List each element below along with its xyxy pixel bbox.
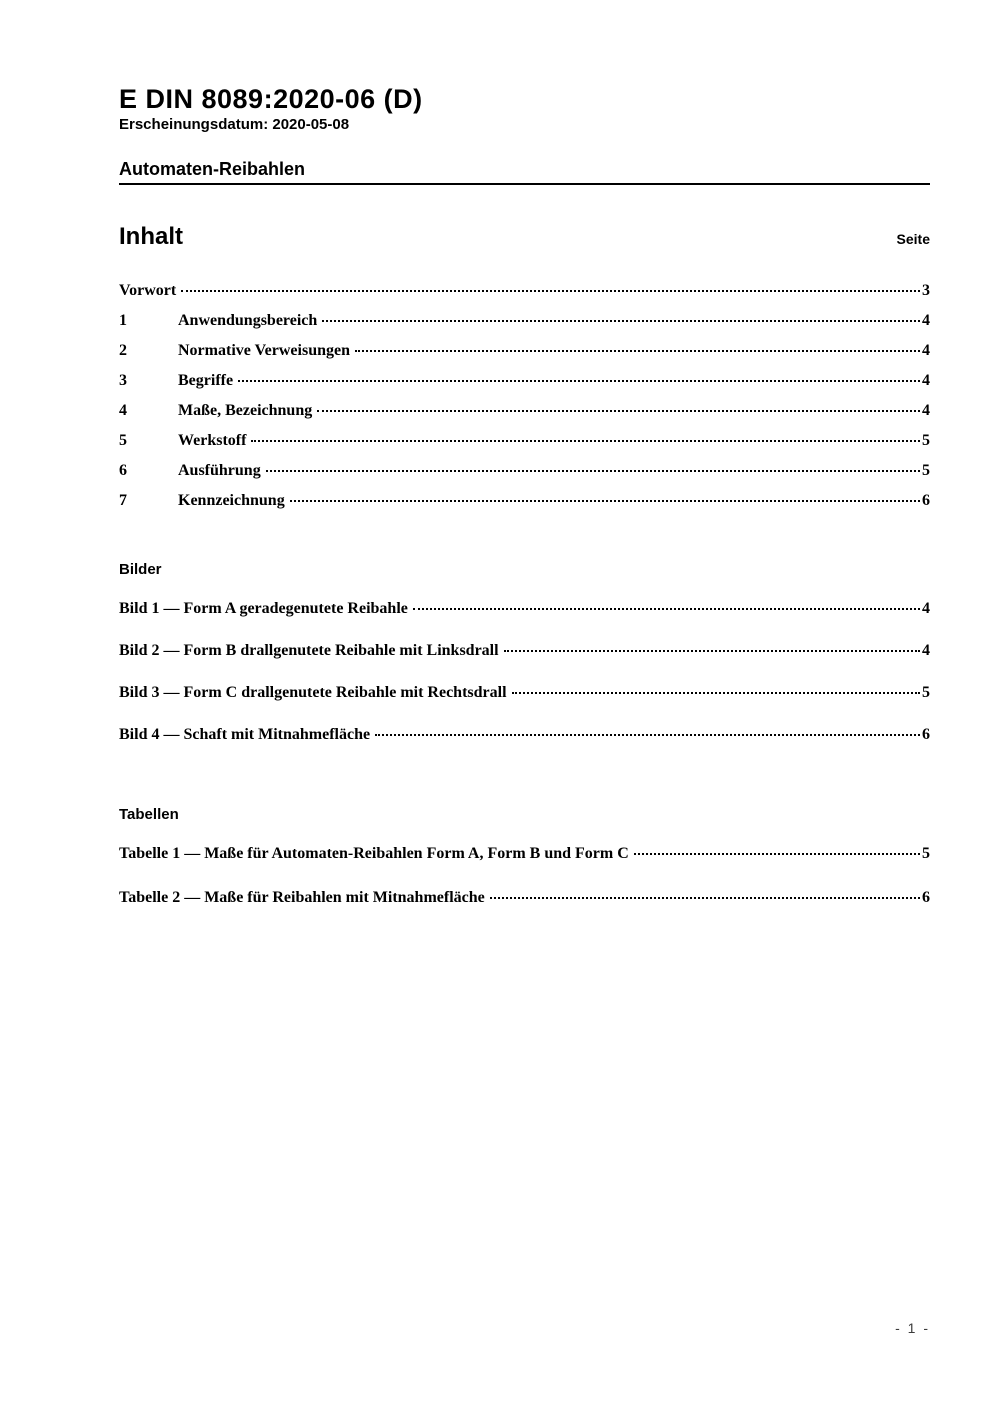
- toc-entry-page: 4: [922, 312, 930, 329]
- dot-leader: [290, 500, 920, 502]
- figure-row: [119, 641, 930, 661]
- toc-entry-number: 4: [119, 402, 127, 419]
- tables-section-heading: Tabellen: [119, 806, 179, 823]
- toc-entry-label: Werkstoff: [178, 432, 247, 449]
- toc-entry-number: 1: [119, 312, 127, 329]
- toc-row-vorwort: [119, 281, 930, 300]
- figure-entry-page: 5: [922, 684, 930, 701]
- toc-entry-page: 6: [922, 492, 930, 509]
- dot-leader: [322, 320, 920, 322]
- tables-list: [119, 844, 930, 908]
- toc-entry-number: 7: [119, 492, 127, 509]
- document-id-heading: E DIN 8089:2020-06 (D): [119, 84, 423, 114]
- figure-entry-page: 4: [922, 600, 930, 617]
- toc-entry-page: 3: [922, 282, 930, 299]
- page-column-label: Seite: [896, 231, 930, 247]
- toc-heading: Inhalt: [119, 223, 183, 250]
- toc-entry-label: Vorwort: [119, 282, 177, 299]
- toc-entry-page: 4: [922, 402, 930, 419]
- toc-row: [119, 491, 930, 510]
- dot-leader: [413, 608, 920, 610]
- table-row: [119, 888, 930, 908]
- toc-row: [119, 431, 930, 450]
- toc-entry-page: 5: [922, 462, 930, 479]
- toc-entry-label: Begriffe: [178, 372, 234, 389]
- release-date-line: Erscheinungsdatum: 2020-05-08: [119, 116, 350, 133]
- toc-entry-page: 4: [922, 342, 930, 359]
- dot-leader: [181, 290, 920, 292]
- dot-leader: [634, 853, 920, 855]
- toc-entry-label: Normative Verweisungen: [178, 342, 350, 359]
- title-divider: [119, 183, 930, 185]
- table-entry-label: Tabelle 2 — Maße für Reibahlen mit Mitnahmefläche: [119, 889, 485, 906]
- table-entry-page: 5: [922, 845, 930, 862]
- toc-entry-number: 6: [119, 462, 127, 479]
- page-number: - 1 -: [895, 1320, 930, 1336]
- toc-row: [119, 371, 930, 390]
- dot-leader: [317, 410, 920, 412]
- toc-entry-label: Kennzeichnung: [178, 492, 285, 509]
- figures-section-heading: Bilder: [119, 561, 162, 578]
- toc-list: [119, 281, 930, 510]
- dot-leader: [355, 350, 920, 352]
- figure-entry-label: Bild 4 — Schaft mit Mitnahmefläche: [119, 726, 371, 743]
- dot-leader: [504, 650, 920, 652]
- toc-entry-page: 5: [922, 432, 930, 449]
- dot-leader: [238, 380, 920, 382]
- figure-entry-label: Bild 3 — Form C drallgenutete Reibahle mit Rechtsdrall: [119, 684, 507, 701]
- figure-entry-label: Bild 2 — Form B drallgenutete Reibahle mit Linksdrall: [119, 642, 499, 659]
- toc-entry-label: Anwendungsbereich: [178, 312, 318, 329]
- figure-row: [119, 599, 930, 619]
- dot-leader: [375, 734, 920, 736]
- table-row: [119, 844, 930, 864]
- document-title: Automaten-Reibahlen: [119, 159, 306, 179]
- toc-entry-number: 3: [119, 372, 127, 389]
- toc-row: [119, 401, 930, 420]
- toc-row: [119, 311, 930, 330]
- figure-entry-page: 6: [922, 726, 930, 743]
- toc-entry-label: Ausführung: [178, 462, 261, 479]
- dot-leader: [512, 692, 920, 694]
- table-entry-page: 6: [922, 889, 930, 906]
- dot-leader: [266, 470, 920, 472]
- toc-entry-page: 4: [922, 372, 930, 389]
- dot-leader: [490, 897, 920, 899]
- figure-entry-label: Bild 1 — Form A geradegenutete Reibahle: [119, 600, 408, 617]
- toc-row: [119, 341, 930, 360]
- figures-list: [119, 599, 930, 745]
- toc-row: [119, 461, 930, 480]
- toc-entry-number: 5: [119, 432, 127, 449]
- dot-leader: [251, 440, 920, 442]
- figure-row: [119, 725, 930, 745]
- figure-entry-page: 4: [922, 642, 930, 659]
- toc-entry-label: Maße, Bezeichnung: [178, 402, 313, 419]
- toc-heading-row: [119, 223, 930, 253]
- toc-entry-number: 2: [119, 342, 127, 359]
- figure-row: [119, 683, 930, 703]
- table-entry-label: Tabelle 1 — Maße für Automaten-Reibahlen Form A, Form B und Form C: [119, 845, 629, 862]
